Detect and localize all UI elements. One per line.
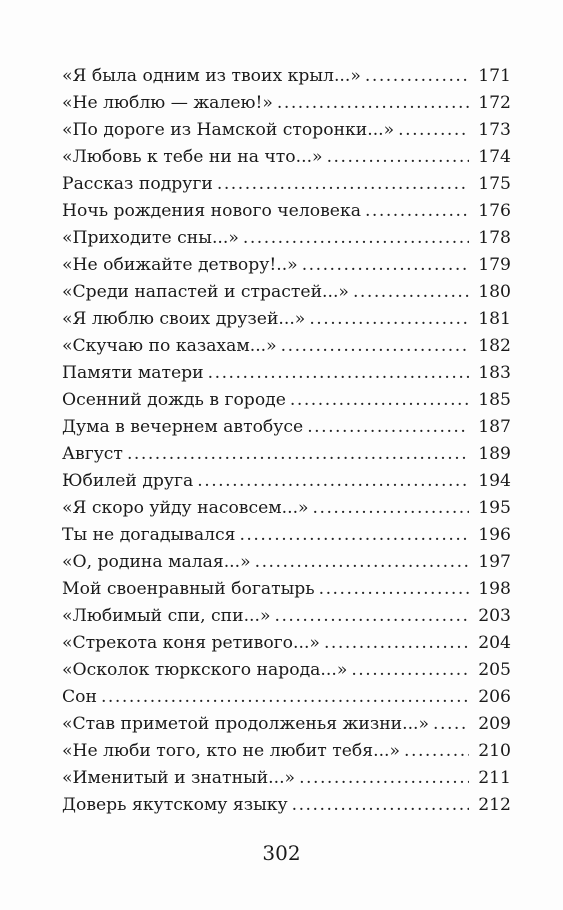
toc-leader-dots xyxy=(302,252,469,279)
toc-entry xyxy=(62,333,511,360)
toc-entry-title: Мой своенравный богатырь xyxy=(62,579,315,599)
toc-entry-page: 173 xyxy=(478,120,511,140)
toc-entry-page: 210 xyxy=(478,741,511,761)
toc-leader-dots xyxy=(324,630,469,657)
toc-leader-dots xyxy=(208,360,469,387)
toc-entry-title: «Не люблю — жалею!» xyxy=(62,93,273,113)
toc-entry xyxy=(62,630,511,657)
toc-entry xyxy=(62,414,511,441)
toc-entry xyxy=(62,522,511,549)
toc-entry-page: 172 xyxy=(478,93,511,113)
toc-leader-dots xyxy=(433,711,469,738)
toc-leader-dots xyxy=(404,738,469,765)
toc-entry-page: 198 xyxy=(478,579,511,599)
toc-leader-dots xyxy=(309,306,469,333)
toc-entry-title: «Я была одним из твоих крыл...» xyxy=(62,66,361,86)
toc-entry-title: «Стрекота коня ретивого...» xyxy=(62,633,320,653)
toc-leader-dots xyxy=(101,684,469,711)
toc-entry-title: Дума в вечернем автобусе xyxy=(62,417,304,437)
toc-leader-dots xyxy=(327,144,469,171)
toc-entry-page: 176 xyxy=(478,201,511,221)
toc-leader-dots xyxy=(127,441,469,468)
toc-entry-page: 204 xyxy=(478,633,511,653)
toc-entry-page: 195 xyxy=(478,498,511,518)
toc-entry-title: Памяти матери xyxy=(62,363,204,383)
toc-entry-title: Сон xyxy=(62,687,97,707)
toc-entry-page: 182 xyxy=(478,336,511,356)
toc-leader-dots xyxy=(239,522,469,549)
toc-entry-page: 178 xyxy=(478,228,511,248)
toc-entry xyxy=(62,468,511,495)
toc-entry xyxy=(62,198,511,225)
toc-leader-dots xyxy=(365,63,469,90)
toc-entry xyxy=(62,792,511,819)
toc-entry-page: 181 xyxy=(478,309,511,329)
toc-entry-page: 206 xyxy=(478,687,511,707)
toc-entry xyxy=(62,252,511,279)
toc-entry xyxy=(62,765,511,792)
toc-entry-page: 189 xyxy=(478,444,511,464)
toc-entry-page: 174 xyxy=(478,147,511,167)
toc-entry-title: «Не обижайте детвору!..» xyxy=(62,255,298,275)
toc-entry xyxy=(62,171,511,198)
toc-entry-title: Ночь рождения нового человека xyxy=(62,201,361,221)
toc-entry xyxy=(62,63,511,90)
toc-entry-title: «О, родина малая...» xyxy=(62,552,251,572)
toc-leader-dots xyxy=(351,657,469,684)
toc-entry xyxy=(62,603,511,630)
toc-entry xyxy=(62,387,511,414)
toc-entry-title: Доверь якутскому языку xyxy=(62,795,288,815)
toc-entry-page: 187 xyxy=(478,417,511,437)
toc-leader-dots xyxy=(292,792,469,819)
toc-entry-page: 194 xyxy=(478,471,511,491)
toc-entry-title: «Среди напастей и страстей...» xyxy=(62,282,349,302)
toc-entry-page: 185 xyxy=(478,390,511,410)
table-of-contents xyxy=(62,63,511,819)
toc-entry xyxy=(62,306,511,333)
toc-leader-dots xyxy=(275,603,470,630)
toc-entry xyxy=(62,225,511,252)
toc-entry xyxy=(62,684,511,711)
toc-entry-title: Ты не догадывался xyxy=(62,525,236,545)
toc-leader-dots xyxy=(277,90,469,117)
toc-entry xyxy=(62,549,511,576)
toc-leader-dots xyxy=(353,279,469,306)
toc-entry xyxy=(62,576,511,603)
toc-entry xyxy=(62,738,511,765)
toc-entry xyxy=(62,90,511,117)
toc-entry xyxy=(62,360,511,387)
toc-entry xyxy=(62,279,511,306)
toc-entry-title: «Осколок тюркского народа...» xyxy=(62,660,348,680)
toc-entry-page: 197 xyxy=(478,552,511,572)
toc-entry-title: «Приходите сны...» xyxy=(62,228,239,248)
toc-entry-page: 171 xyxy=(478,66,511,86)
toc-entry xyxy=(62,495,511,522)
toc-leader-dots xyxy=(281,333,469,360)
toc-leader-dots xyxy=(365,198,469,225)
toc-entry-title: Рассказ подруги xyxy=(62,174,213,194)
toc-entry-page: 212 xyxy=(478,795,511,815)
toc-leader-dots xyxy=(217,171,469,198)
toc-entry-title: «Я люблю своих друзей...» xyxy=(62,309,306,329)
toc-entry xyxy=(62,711,511,738)
toc-entry-page: 203 xyxy=(478,606,511,626)
toc-entry-page: 183 xyxy=(478,363,511,383)
toc-entry-title: «Любовь к тебе ни на что...» xyxy=(62,147,323,167)
toc-entry-title: «Любимый спи, спи...» xyxy=(62,606,271,626)
toc-entry-title: «Не люби того, кто не любит тебя...» xyxy=(62,741,401,761)
toc-entry-title: «Скучаю по казахам...» xyxy=(62,336,277,356)
toc-entry-title: «Я скоро уйду насовсем...» xyxy=(62,498,309,518)
toc-entry xyxy=(62,144,511,171)
toc-leader-dots xyxy=(255,549,469,576)
toc-entry-title: «Став приметой продолженья жизни...» xyxy=(62,714,430,734)
toc-entry-page: 196 xyxy=(478,525,511,545)
toc-leader-dots xyxy=(243,225,469,252)
toc-entry-title: «Именитый и знатный...» xyxy=(62,768,296,788)
toc-leader-dots xyxy=(290,387,469,414)
toc-leader-dots xyxy=(398,117,469,144)
toc-entry xyxy=(62,441,511,468)
toc-entry-page: 209 xyxy=(478,714,511,734)
toc-entry-page: 175 xyxy=(478,174,511,194)
toc-entry-title: «По дороге из Намской сторонки...» xyxy=(62,120,395,140)
toc-entry xyxy=(62,117,511,144)
toc-entry-page: 211 xyxy=(478,768,511,788)
toc-entry-title: Август xyxy=(62,444,123,464)
toc-leader-dots xyxy=(307,414,469,441)
page-number: 302 xyxy=(262,841,301,865)
toc-leader-dots xyxy=(319,576,469,603)
toc-entry xyxy=(62,657,511,684)
toc-leader-dots xyxy=(299,765,469,792)
toc-entry-page: 179 xyxy=(478,255,511,275)
toc-leader-dots xyxy=(313,495,469,522)
toc-entry-title: Осенний дождь в городе xyxy=(62,390,286,410)
toc-entry-page: 180 xyxy=(478,282,511,302)
toc-entry-title: Юбилей друга xyxy=(62,471,194,491)
toc-entry-page: 205 xyxy=(478,660,511,680)
toc-leader-dots xyxy=(197,468,469,495)
